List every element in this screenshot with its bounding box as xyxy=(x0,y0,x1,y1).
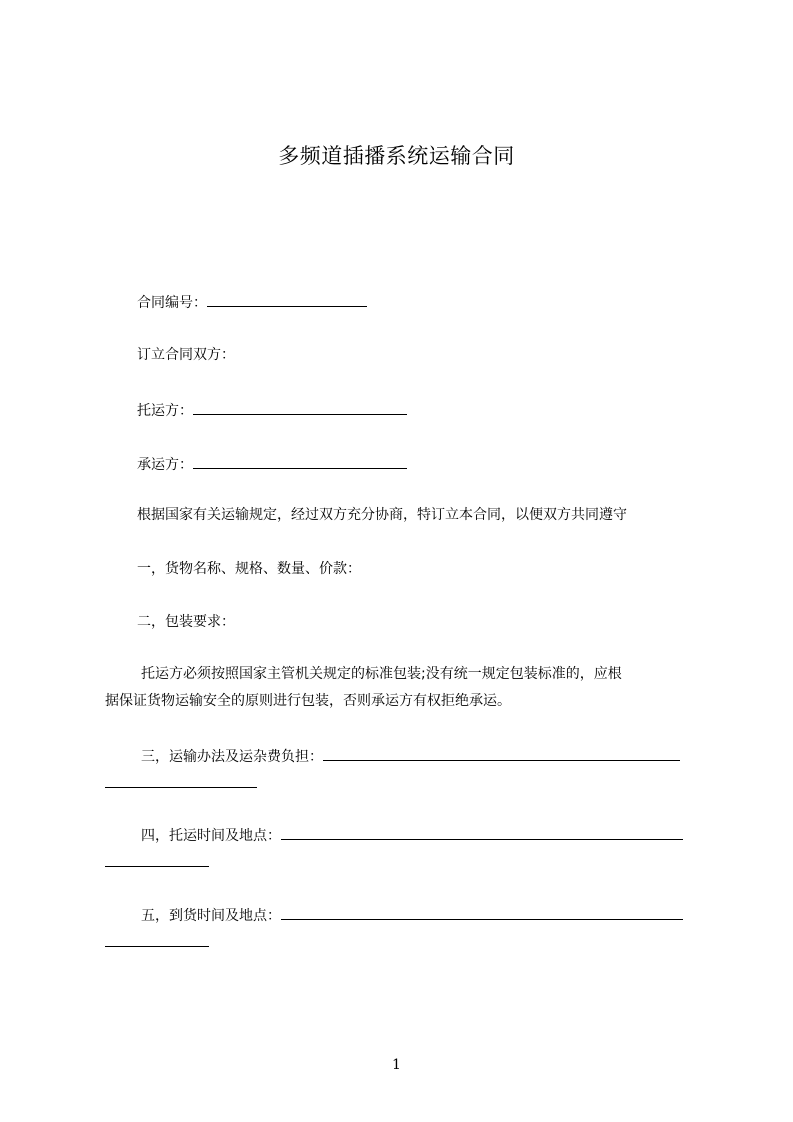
contract-number-label: 合同编号： xyxy=(137,295,207,311)
preamble-text: 根据国家有关运输规定，经过双方充分协商，特订立本合同，以便双方共同遵守 xyxy=(137,507,627,523)
section-5-label: 五，到货时间及地点： xyxy=(141,908,281,924)
shipper-row xyxy=(137,399,407,421)
shipper-blank[interactable] xyxy=(193,399,407,415)
parties-label: 订立合同双方： xyxy=(137,347,235,363)
packaging-text-line-2: 据保证货物运输安全的原则进行包装，否则承运方有权拒绝承运。 xyxy=(105,693,511,709)
section-4-blank-continuation[interactable] xyxy=(105,865,209,867)
section-2-label: 二，包装要求： xyxy=(137,614,235,630)
carrier-blank[interactable] xyxy=(193,453,407,469)
carrier-label: 承运方： xyxy=(137,457,193,473)
section-4-label: 四，托运时间及地点： xyxy=(141,828,281,844)
section-3-label: 三，运输办法及运杂费负担： xyxy=(141,749,323,765)
section-1-label: 一，货物名称、规格、数量、价款： xyxy=(137,561,361,577)
carrier-row xyxy=(137,453,407,475)
section-5-row xyxy=(141,904,683,926)
section-4-row xyxy=(141,824,683,846)
shipper-label: 托运方： xyxy=(137,403,193,419)
section-3-blank-continuation[interactable] xyxy=(105,786,257,788)
section-5-blank[interactable] xyxy=(281,904,683,920)
packaging-text-line-1: 托运方必须按照国家主管机关规定的标准包装;没有统一规定包装标准的，应根 xyxy=(141,666,622,682)
section-3-blank[interactable] xyxy=(323,745,680,761)
section-4-blank[interactable] xyxy=(281,824,683,840)
page-number: 1 xyxy=(392,1057,401,1073)
document-title: 多频道插播系统运输合同 xyxy=(278,144,515,168)
contract-number-row xyxy=(137,291,367,313)
section-3-row xyxy=(141,745,680,767)
section-5-blank-continuation[interactable] xyxy=(105,945,209,947)
contract-number-blank[interactable] xyxy=(207,291,367,307)
